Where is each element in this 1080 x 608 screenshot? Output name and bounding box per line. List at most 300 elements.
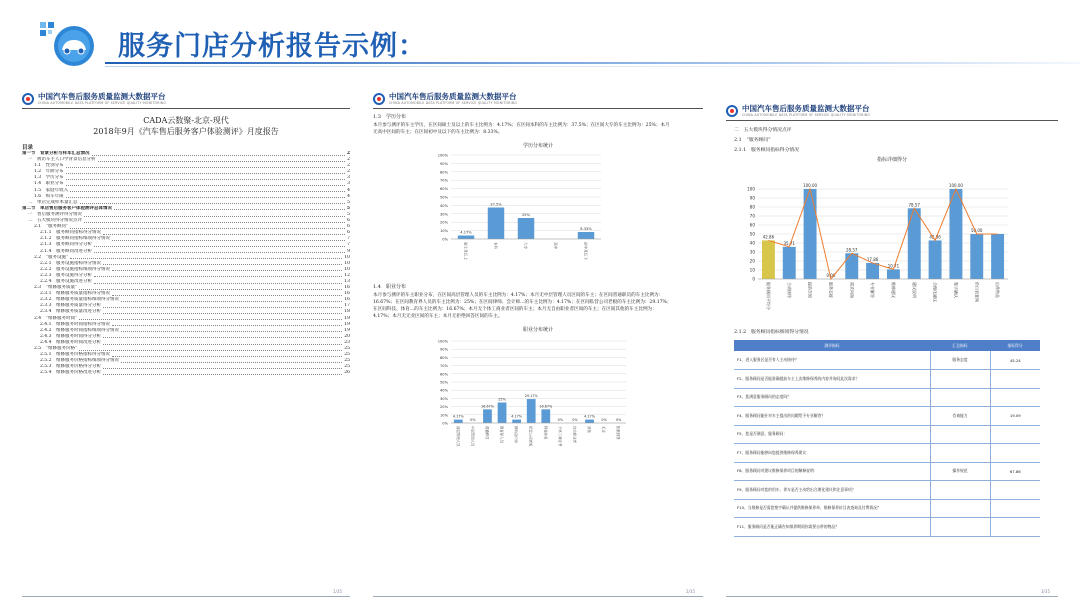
toc-entry-text: 2.4.2 维修服务时间指标细项得分情况: [40, 327, 119, 333]
toc-leader-dots: [66, 197, 345, 198]
x-tick-label: 主动接待: [786, 282, 792, 298]
y-tick-label: 0%: [442, 421, 448, 426]
data-label: 100.00: [948, 183, 963, 188]
toc-page-number: 5: [347, 211, 350, 217]
x-tick-label: 服务顾问平均分: [765, 282, 771, 310]
toc-leader-dots: [84, 216, 345, 217]
chart-title-education: 学历分布统计: [522, 143, 553, 149]
toc-leader-dots: [66, 185, 345, 186]
toc-page-number: 4: [347, 187, 350, 193]
toc-page-number: 2: [347, 169, 350, 175]
x-tick-label: 其他: [587, 426, 592, 433]
toc-entry-text: 2.2 “服务设施”: [34, 254, 69, 260]
x-tick-label: 专业解答: [870, 282, 876, 298]
data-label: 100.00: [803, 183, 818, 188]
toc-leader-dots: [103, 313, 342, 314]
table-cell: [930, 499, 990, 518]
toc-entry-text: 2.4.1 维修服务时间指标得分情况: [40, 321, 110, 327]
table-cell: [930, 425, 990, 444]
toc-entry-text: 1.3 学历分布: [34, 175, 64, 181]
data-label: 25%: [498, 397, 506, 402]
y-tick-label: 70%: [440, 364, 448, 369]
toc-page-number: 3: [347, 175, 350, 181]
y-tick-label: 20: [749, 258, 755, 264]
table-row: [734, 444, 1040, 463]
data-label: 4.17%: [452, 414, 464, 419]
x-tick-label: 高层管理人员: [455, 426, 460, 447]
report-page-toc: [22, 92, 350, 597]
data-label: 0%: [616, 418, 622, 422]
table-header-cell: 汇总指标: [930, 340, 990, 351]
toc-entry-text: 1.6 购车年限: [34, 193, 64, 199]
data-label: 0.00: [826, 273, 836, 278]
y-tick-label: 80: [749, 204, 755, 210]
table-cell: [930, 388, 990, 407]
toc-entry-text: 2.3.1 维修服务质量指标得分情况: [40, 291, 110, 297]
toc-page-number: 19: [344, 315, 350, 321]
y-tick-label: 90: [749, 195, 755, 201]
y-tick-label: 100: [747, 186, 755, 192]
toc-entry-text: 2.5.1 维修服务价格指标得分情况: [40, 352, 110, 358]
education-bar-chart: [373, 149, 703, 269]
toc-page-number: 2: [346, 151, 350, 156]
toc-entry-text: 2.4.3 维修服务时间得分分析: [40, 333, 101, 339]
toc-leader-dots: [94, 252, 345, 253]
page-brand-header: [22, 92, 350, 106]
toc-leader-dots: [66, 173, 345, 174]
paragraph-education: 本月参与测评的车主学历，在区间硕士及以上的车主比例为：4.17%；在区间本科的车主比例为：37.5%；在区间大专的车主比例为：25%；本月无高中区间的车主；在区间初中及以下的车主比例为：8.33%。: [373, 123, 670, 135]
x-tick-label: 私营公司老板: [528, 426, 533, 447]
page-number: 2/35: [686, 589, 695, 594]
y-tick-label: 70: [749, 213, 755, 219]
y-tick-label: 0: [752, 276, 755, 282]
section-heading-advisor: 2.1 “服务顾问”: [734, 138, 771, 143]
toc-page-number: 16: [344, 297, 350, 303]
toc-entry[interactable]: [22, 370, 350, 376]
data-label: 25%: [522, 213, 530, 217]
x-tick-label: 无业: [601, 426, 606, 433]
toc-page-number: 16: [344, 291, 350, 297]
title-underline: [105, 62, 1080, 64]
toc-page-number: 23: [344, 339, 350, 345]
toc-page-number: 2: [347, 163, 350, 169]
toc-page-number: 5: [347, 199, 350, 205]
bar: [887, 269, 900, 279]
table-row: [734, 481, 1040, 500]
brand-logo-icon: [22, 93, 34, 105]
y-tick-label: 30%: [440, 212, 448, 217]
section-heading-advisor-detail: 2.1.2 服务顾问指标细项得分情况: [734, 330, 809, 335]
slide-header: [0, 0, 1080, 78]
toc-page-number: 12: [344, 272, 350, 278]
toc-page-number: 10: [344, 266, 350, 272]
bar: [488, 208, 505, 240]
toc-heading: 目录: [22, 145, 34, 151]
toc-entry-text: 一 被访车主人口学背景信息分析: [28, 157, 96, 163]
table-row: [734, 499, 1040, 518]
toc-leader-dots: [66, 167, 345, 168]
toc-leader-dots: [103, 374, 342, 375]
toc-leader-dots: [103, 368, 342, 369]
x-tick-label: 维修建议: [890, 282, 896, 298]
bar: [991, 234, 1004, 279]
bar: [908, 208, 921, 279]
toc-leader-dots: [70, 228, 345, 229]
bar: [483, 409, 492, 423]
paragraph-occupation: 本月参与测评的车主职业分布，在区间高层管理人员的车主比例为：4.17%；本月无中层管理人员区间的车主；在区间普通职员的车主比例为：16.67%；在区间教育界人员的车主比例为：25%；在区间律师、会计师...的车主比例为：4.17%；在区间私营公司老板的车主比例为：29.17%；在区间科技、体育...的车主比例为：16.67%；本月无个体工商业者区间的车主；本月无自由职业者区间的车主；在区间其他的车主比例为：4.17%；本月无无业区间的车主；本月无拒绝回答区间的车主。: [373, 293, 672, 319]
toc-leader-dots: [92, 155, 345, 156]
table-cell: [990, 518, 1040, 537]
toc-page-number: 18: [344, 309, 350, 315]
x-tick-label: 硕士及以上: [463, 242, 468, 260]
table-cell: 67.86: [990, 462, 1040, 481]
y-tick-label: 10%: [440, 229, 448, 234]
toc-entry-text: 2.5.4 维修服务价格改进分析: [40, 370, 101, 376]
toc-entry-text: 一 售后服务测评得分情况: [28, 211, 82, 217]
y-tick-label: 40%: [440, 203, 448, 208]
toc-entry-text: 2.2.3 服务设施得分分析: [40, 272, 92, 278]
data-label: 50.00: [971, 228, 983, 233]
table-cell: [930, 481, 990, 500]
data-label: 78.57: [908, 202, 920, 208]
x-tick-label: 本科: [493, 242, 498, 250]
report-page-demographics: [373, 92, 703, 597]
table-cell: 操作规范: [930, 462, 990, 481]
toc-page-number: 19: [344, 321, 350, 327]
toc-page-number: 10: [344, 260, 350, 266]
data-label: 16.67%: [539, 404, 553, 409]
table-cell: F3、您满意服务顾问的态度吗？: [734, 388, 930, 407]
toc-leader-dots: [98, 161, 346, 162]
car-service-logo-icon: [38, 18, 98, 68]
toc-page-number: 17: [344, 303, 350, 309]
toc-entry-text: 2.2.1 服务设施指标得分情况: [40, 260, 101, 266]
y-tick-label: 80%: [440, 355, 448, 360]
bar: [512, 420, 521, 423]
brand-logo-icon: [726, 105, 738, 117]
y-tick-label: 10: [749, 267, 755, 273]
toc-leader-dots: [114, 209, 345, 210]
toc-page-number: 25: [344, 358, 350, 364]
header-rule: [373, 108, 703, 109]
toc-page-number: 6: [347, 218, 350, 224]
brand-subtitle: CHINA AUTOMOBILE DATA PLATFORM OF SERVICE QUALITY MONITORING: [742, 113, 870, 117]
toc-entry-text: 2.3 “维修服务质量”: [34, 285, 78, 291]
y-tick-label: 30%: [440, 396, 448, 401]
toc-leader-dots: [103, 234, 345, 235]
toc-leader-dots: [112, 325, 342, 326]
toc-leader-dots: [79, 350, 342, 351]
page-number: 1/35: [333, 589, 342, 594]
table-of-contents: [22, 151, 350, 376]
data-label: 0%: [601, 418, 607, 422]
toc-page-number: 10: [344, 254, 350, 260]
page-bottom-rule: [373, 596, 703, 597]
section-heading-occupation: 1.4 职业分布: [373, 284, 406, 290]
x-tick-label: 科技体育: [543, 426, 548, 440]
indicator-detail-table: [734, 340, 1040, 537]
section-heading-modules: 二 五大模块得分情况点评: [734, 128, 792, 133]
toc-leader-dots: [103, 264, 342, 265]
toc-page-number: 6: [347, 224, 350, 230]
bar: [783, 247, 796, 279]
x-tick-label: 拒绝回答: [616, 426, 621, 440]
brand-logo-icon: [373, 93, 385, 105]
toc-entry-text: 2.1.2 服务顾问指标细项得分情况: [40, 236, 110, 242]
data-label: 35.71: [783, 240, 795, 246]
y-tick-label: 30: [749, 249, 755, 255]
x-tick-label: 律师会计师: [514, 426, 519, 443]
page-bottom-rule: [726, 596, 1058, 597]
toc-leader-dots: [112, 295, 342, 296]
table-row: [734, 518, 1040, 537]
toc-page-number: 9: [347, 248, 350, 254]
toc-leader-dots: [94, 246, 345, 247]
x-tick-label: 建议说明: [911, 282, 917, 298]
x-tick-label: 签字确认: [953, 282, 959, 298]
table-cell: [990, 425, 1040, 444]
table-cell: [990, 444, 1040, 463]
bar: [970, 234, 983, 279]
bar: [458, 235, 475, 239]
table-cell: [990, 499, 1040, 518]
toc-leader-dots: [103, 344, 342, 345]
page-bottom-rule: [22, 596, 350, 597]
toc-page-number: 13: [344, 278, 350, 284]
x-tick-label: 合理化建议: [932, 282, 938, 302]
table-cell: F9、服务顾问对您的用车、养车是否主动给出合理化建议和注意事项？: [734, 481, 930, 500]
table-row: [734, 462, 1040, 481]
toc-page-number: 25: [344, 364, 350, 370]
toc-entry-text: 2.3.2 维修服务质量指标细项得分情况: [40, 297, 119, 303]
data-label: 0%: [557, 418, 564, 422]
toc-leader-dots: [103, 307, 342, 308]
x-tick-label: 教育界人员: [499, 426, 504, 443]
x-tick-label: 个体工商业者: [557, 426, 562, 447]
data-label: 17.86: [866, 256, 879, 262]
toc-entry-text: 2.5 “维修服务价格”: [34, 346, 78, 351]
table-cell: 咨询能力: [930, 407, 990, 426]
toc-leader-dots: [121, 362, 342, 363]
toc-page-number: 5: [346, 205, 350, 211]
table-cell: F8、服务顾问对建议维修保养项目的解释说明：: [734, 462, 930, 481]
x-tick-label: 需求问询: [849, 282, 855, 298]
toc-leader-dots: [94, 276, 342, 277]
toc-page-number: 6: [347, 230, 350, 236]
bar: [866, 263, 879, 279]
brand-subtitle: CHINA AUTOMOBILE DATA PLATFORM OF SERVICE QUALITY MONITORING: [389, 101, 517, 105]
y-tick-label: 70%: [440, 178, 448, 183]
x-tick-label: 自带物品: [995, 282, 1001, 298]
toc-entry-text: 二 五大模块得分情况点评: [28, 218, 82, 224]
toc-entry-text: 第二节 单店售后服务客户体验测评总体情况: [22, 205, 112, 211]
table-cell: [930, 444, 990, 463]
data-label: 37.5%: [490, 202, 502, 207]
data-label: 0%: [572, 418, 578, 422]
y-tick-label: 100%: [437, 153, 448, 158]
report-page-service-advisor: [726, 92, 1058, 597]
toc-leader-dots: [112, 270, 342, 271]
data-label: 16.67%: [480, 404, 494, 409]
indicator-score-chart: [726, 163, 1058, 323]
toc-leader-dots: [84, 222, 345, 223]
toc-leader-dots: [112, 356, 342, 357]
toc-page-number: 7: [347, 236, 350, 242]
data-label: 4.17%: [511, 414, 523, 419]
x-tick-label: 提前告知: [807, 282, 813, 298]
report-title-line2: 2018年9月《汽车售后服务客户体验测评》月度报告: [93, 127, 279, 136]
toc-page-number: 7: [347, 242, 350, 248]
section-heading-advisor-score: 2.1.1 服务顾问指标得分情况: [734, 148, 799, 153]
table-header-cell: 指标得分: [990, 340, 1040, 351]
y-tick-label: 20%: [440, 220, 448, 225]
x-tick-label: 普通职员: [484, 426, 489, 440]
table-cell: [990, 388, 1040, 407]
header-rule: [22, 108, 350, 109]
x-tick-label: 初中及以下: [583, 242, 588, 260]
bar: [454, 420, 463, 423]
x-tick-label: 价目表查询: [974, 282, 980, 302]
toc-leader-dots: [112, 240, 345, 241]
toc-page-number: 26: [344, 370, 350, 376]
occupation-bar-chart: [373, 333, 703, 451]
toc-leader-dots: [80, 203, 346, 204]
data-label: 4.17%: [584, 414, 595, 419]
y-tick-label: 60%: [440, 187, 448, 192]
brand-name: 中国汽车售后服务质量监测大数据平台: [742, 104, 870, 113]
toc-leader-dots: [70, 191, 345, 192]
toc-entry-text: 2.4.4 维修服务时间改进分析: [40, 339, 101, 345]
table-cell: F7、服务顾问能够向您提供维修保养建议：: [734, 444, 930, 463]
page-number: 3/35: [1041, 589, 1050, 594]
toc-page-number: 25: [344, 346, 350, 351]
x-tick-label: 自由职业者: [572, 426, 577, 443]
page-brand-header: [373, 92, 703, 106]
table-cell: F5、您是否满意，服务顾问：: [734, 425, 930, 444]
toc-entry-text: 2.3.4 维修服务质量改进分析: [40, 309, 101, 315]
table-header-row: [734, 340, 1040, 351]
bar: [585, 420, 594, 423]
title-underline-shadow: [105, 66, 1080, 67]
bar: [929, 240, 942, 279]
toc-entry-text: 2.2.2 服务设施指标细项得分情况: [40, 266, 110, 272]
toc-entry-text: 2.1 “服务顾问”: [34, 224, 69, 230]
data-label: 42.86: [762, 234, 775, 240]
table-row: [734, 407, 1040, 426]
y-tick-label: 20%: [440, 405, 448, 410]
x-tick-label: 服务态度: [828, 282, 834, 298]
bar: [949, 189, 962, 279]
toc-leader-dots: [121, 301, 342, 302]
toc-entry-text: 2.1.1 服务顾问指标得分情况: [40, 230, 101, 236]
report-title-line1: CADA云数聚-北京-现代: [143, 116, 229, 125]
table-row: [734, 351, 1040, 370]
table-cell: F2、服务顾问是否能准确提前车主上次维修保养的内容并询问此次需求？: [734, 370, 930, 389]
toc-page-number: 19: [344, 327, 350, 333]
toc-entry-text: 1.2 年龄分布: [34, 169, 64, 175]
table-row: [734, 425, 1040, 444]
y-tick-label: 40: [749, 240, 755, 246]
table-cell: F1、进入服务区是否有人主动接待？: [734, 351, 930, 370]
table-header-cell: 测评指标: [734, 340, 930, 351]
y-tick-label: 50%: [440, 380, 448, 385]
toc-entry-text: 2.4 “维修服务时间”: [34, 315, 78, 321]
y-tick-label: 60%: [440, 372, 448, 377]
brand-subtitle: CHINA AUTOMOBILE DATA PLATFORM OF SERVICE QUALITY MONITORING: [38, 101, 166, 105]
toc-page-number: 3: [347, 181, 350, 187]
table-row: [734, 370, 1040, 389]
toc-entry-text: 2.5.2 维修服务价格指标细项得分情况: [40, 358, 119, 364]
table-cell: 45.24: [990, 351, 1040, 370]
data-label: 8.33%: [580, 227, 592, 232]
table-cell: F10、当维修是否需您签字确认并提供维修保养单，维修保养价目表查询及付费情况？: [734, 499, 930, 518]
table-cell: [990, 481, 1040, 500]
y-tick-label: 90%: [440, 347, 448, 352]
header-rule: [726, 120, 1058, 121]
brand-name: 中国汽车售后服务质量监测大数据平台: [38, 92, 166, 101]
toc-leader-dots: [79, 289, 342, 290]
y-tick-label: 40%: [440, 388, 448, 393]
table-cell: 19.09: [990, 407, 1040, 426]
data-label: 29.17%: [524, 394, 538, 399]
toc-page-number: 4: [347, 193, 350, 199]
toc-entry-text: 第一节 背景分析与样本汇总情况: [22, 151, 90, 156]
data-label: 28.57: [846, 247, 858, 253]
page-brand-header: [726, 104, 1058, 118]
chart-title-occupation: 职业分布统计: [522, 327, 553, 333]
chart-title-indicator: 指标详细得分: [876, 157, 907, 163]
table-cell: [990, 370, 1040, 389]
y-tick-label: 90%: [440, 161, 448, 166]
y-tick-label: 100%: [437, 339, 448, 344]
data-label: 42.86: [929, 234, 941, 240]
table-row: [734, 388, 1040, 407]
toc-entry-text: 2.1.4 服务顾问改进分析: [40, 248, 92, 254]
bar: [498, 403, 507, 424]
y-tick-label: 80%: [440, 170, 448, 175]
y-tick-label: 10%: [440, 413, 448, 418]
y-tick-label: 50%: [440, 195, 448, 200]
table-cell: [930, 370, 990, 389]
bar: [541, 409, 550, 423]
table-cell: 服务态度: [930, 351, 990, 370]
table-cell: [930, 518, 990, 537]
toc-entry-text: 1.1 性别分布: [34, 163, 64, 169]
x-tick-label: 大专: [523, 242, 528, 250]
x-tick-label: 中层管理人员: [470, 426, 475, 447]
toc-entry-text: 1.4 职业分布: [34, 181, 64, 187]
toc-page-number: 16: [344, 285, 350, 291]
bar: [518, 218, 535, 239]
toc-entry-text: 2.3.3 维修服务质量得分分析: [40, 303, 101, 309]
toc-leader-dots: [103, 337, 342, 338]
bar: [845, 253, 858, 279]
toc-leader-dots: [121, 331, 342, 332]
toc-entry-text: 1.5 家庭年收入: [34, 187, 69, 193]
toc-entry-text: 2.5.3 维修服务价格得分分析: [40, 364, 101, 370]
brand-name: 中国汽车售后服务质量监测大数据平台: [389, 92, 517, 101]
toc-entry-text: 2.2.4 服务设施改进分析: [40, 278, 92, 284]
toc-leader-dots: [66, 179, 345, 180]
y-tick-label: 0%: [442, 237, 448, 242]
page-title: 服务门店分析报告示例：: [118, 31, 426, 62]
toc-entry-text: 二 单店完成样本量汇总: [28, 199, 78, 205]
report-title: [22, 115, 350, 137]
data-label: 10.71: [887, 263, 900, 269]
bar: [578, 232, 595, 239]
toc-page-number: 25: [344, 352, 350, 358]
table-cell: F11、服务顾问是否能正确告知保养期间你需要自带的物品？: [734, 518, 930, 537]
